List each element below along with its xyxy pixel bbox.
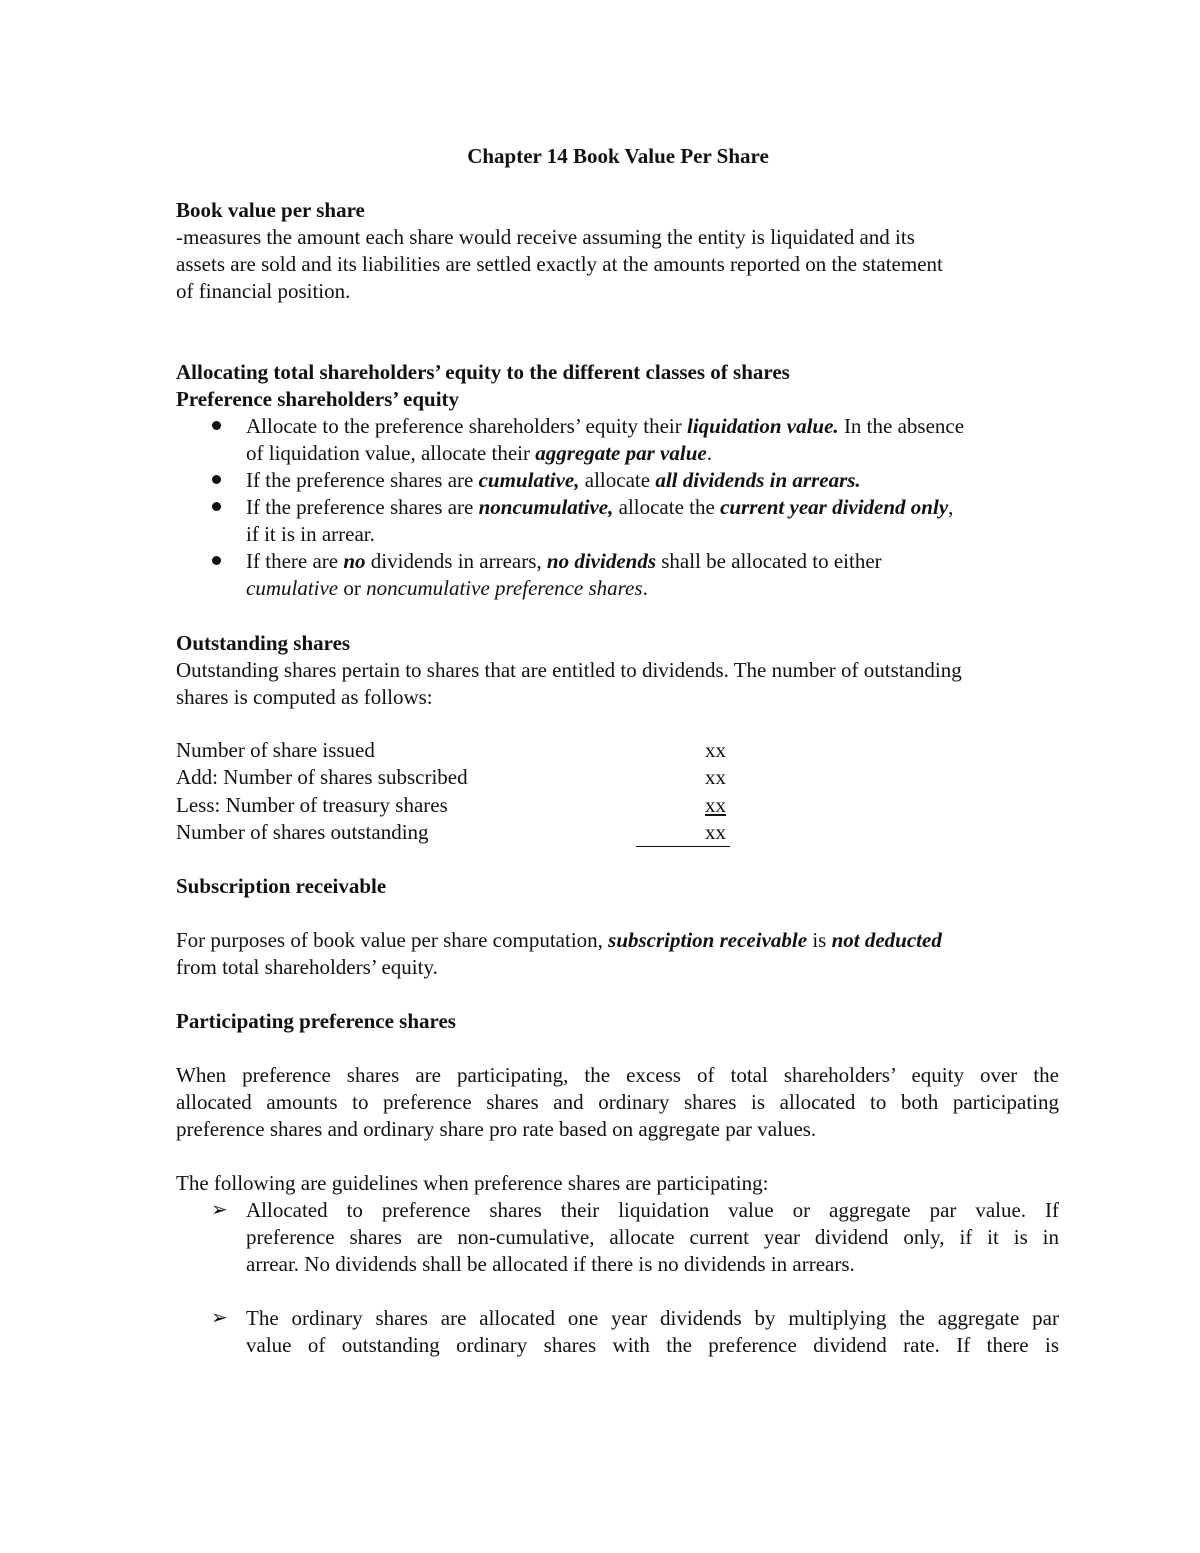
computation-row-label: Number of share issued: [176, 738, 375, 762]
emphasis: no: [343, 549, 366, 573]
bullet-icon: [212, 502, 221, 511]
text: In the absence: [838, 414, 965, 438]
text: If the preference shares are: [246, 495, 479, 519]
participating-para-line: allocated amounts to preference shares and ordinary shares is allocated to both participating: [176, 1090, 1059, 1114]
bullet-item-noncumulative: [246, 494, 953, 521]
computation-row-value: xx: [705, 738, 726, 762]
participating-para-line: When preference shares are participating, the excess of total shareholders’ equity over the: [176, 1063, 1059, 1087]
bullet-item-no-arrears: [246, 548, 882, 575]
text: allocate the: [613, 495, 721, 519]
book-value-heading: Book value per share: [176, 198, 365, 222]
text: For purposes of book value per share computation,: [176, 928, 609, 952]
text: .: [642, 576, 648, 600]
emphasis: aggregate par value: [535, 441, 707, 465]
emphasis: cumulative,: [478, 468, 580, 492]
guideline-2-line: The ordinary shares are allocated one year dividends by multiplying the aggregate par: [246, 1306, 1059, 1330]
guidelines-intro: The following are guidelines when preference shares are participating:: [176, 1171, 769, 1195]
emphasis: noncumulative preference shares: [366, 576, 643, 600]
computation-row-value: xx: [705, 793, 726, 817]
participating-heading: Participating preference shares: [176, 1009, 456, 1033]
computation-row-label: Number of shares outstanding: [176, 820, 429, 844]
arrow-bullet-icon: ➢: [211, 1199, 228, 1221]
text: .: [706, 441, 712, 465]
text: ,: [948, 495, 954, 519]
text: shall be allocated to either: [656, 549, 882, 573]
allocating-heading: Allocating total shareholders’ equity to the different classes of shares: [176, 360, 790, 384]
bullet-item-no-arrears-cont: [246, 575, 648, 602]
guideline-1-line: Allocated to preference shares their liquidation value or aggregate par value. If: [246, 1198, 1059, 1222]
bullet-item-noncumulative-cont: if it is in arrear.: [246, 522, 375, 546]
bullet-icon: [212, 556, 221, 565]
emphasis: liquidation value.: [687, 414, 839, 438]
emphasis: current year dividend only: [720, 495, 949, 519]
book-value-line: of financial position.: [176, 279, 351, 303]
participating-para-line: preference shares and ordinary share pro rate based on aggregate par values.: [176, 1117, 817, 1141]
bullet-item-liquidation-cont: [246, 440, 712, 467]
text: is: [807, 928, 832, 952]
outstanding-line: shares is computed as follows:: [176, 685, 433, 709]
outstanding-heading: Outstanding shares: [176, 631, 351, 655]
computation-row-value: xx: [705, 820, 726, 844]
guideline-2-line: value of outstanding ordinary shares with the preference dividend rate. If there is: [246, 1333, 1059, 1357]
text: If there are: [246, 549, 344, 573]
total-underline: [636, 846, 730, 847]
outstanding-line: Outstanding shares pertain to shares that are entitled to dividends. The number of outstanding: [176, 658, 962, 682]
text: dividends in arrears,: [365, 549, 547, 573]
book-value-line: -measures the amount each share would receive assuming the entity is liquidated and its: [176, 225, 915, 249]
bullet-item-cumulative: [246, 467, 861, 494]
page-title: Chapter 14 Book Value Per Share: [467, 144, 769, 168]
book-value-line: assets are sold and its liabilities are settled exactly at the amounts reported on the statement: [176, 252, 943, 276]
text: or: [338, 576, 367, 600]
bullet-icon: [212, 475, 221, 484]
computation-row-label: Less: Number of treasury shares: [176, 793, 448, 817]
subscription-line: from total shareholders’ equity.: [176, 955, 438, 979]
emphasis: noncumulative,: [478, 495, 614, 519]
emphasis: all dividends in arrears.: [655, 468, 861, 492]
emphasis: subscription receivable: [608, 928, 808, 952]
guideline-1-line: arrear. No dividends shall be allocated if there is no dividends in arrears.: [246, 1252, 855, 1276]
text: allocate: [579, 468, 656, 492]
bullet-icon: [212, 421, 221, 430]
bullet-item-liquidation: [246, 413, 964, 440]
computation-row-value: xx: [705, 765, 726, 789]
computation-row-label: Add: Number of shares subscribed: [176, 765, 468, 789]
subscription-heading: Subscription receivable: [176, 874, 387, 898]
text: Allocate to the preference shareholders’ equity their: [246, 414, 687, 438]
guideline-1-line: preference shares are non-cumulative, allocate current year dividend only, if it is in: [246, 1225, 1059, 1249]
text: If the preference shares are: [246, 468, 479, 492]
emphasis: no dividends: [546, 549, 656, 573]
emphasis: cumulative: [246, 576, 339, 600]
arrow-bullet-icon: ➢: [211, 1307, 228, 1329]
subscription-line: [176, 927, 942, 954]
text: of liquidation value, allocate their: [246, 441, 536, 465]
emphasis: not deducted: [831, 928, 942, 952]
preference-equity-subheading: Preference shareholders’ equity: [176, 387, 460, 411]
